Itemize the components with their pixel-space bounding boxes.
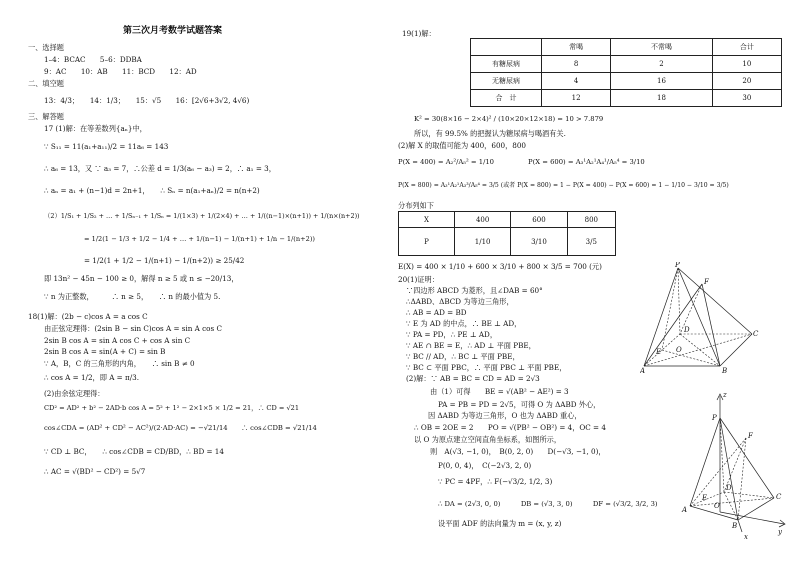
coordinate-figure xyxy=(680,388,788,540)
table-row xyxy=(399,228,616,256)
q20-line: ∵ E 为 AD 的中点，∴ BE ⊥ AD， xyxy=(406,319,522,328)
section-fill-heading: 二、填空题 xyxy=(28,79,64,88)
q18-line: ∴ cos A = 1/2，即 A = π/3. xyxy=(44,373,139,382)
q20-line: 则 A(√3, −1, 0)， B(0, 2, 0) D(−√3, −1, 0)， xyxy=(430,447,606,456)
table-cell: 30 xyxy=(712,90,781,107)
table-cell: 无糖尿病 xyxy=(471,73,542,90)
q19-line: 所以，有 99.5% 的把握认为糖尿病与喝酒有关. xyxy=(414,129,566,138)
table-cell: 12 xyxy=(542,90,611,107)
q20-line: (2)解：∵ AB = BC = CD = AD = 2√3 xyxy=(406,374,540,383)
q19-line: P(X = 800) = A₃¹A₂¹A₃³/A₅⁴ = 3/5 (或者 P(X = 800) = 1 − P(X = 400) − P(X = 600) = 1 − 1/10 − 3/10 = 3/5) xyxy=(398,182,729,189)
q19-line: 分布列如下 xyxy=(398,201,434,210)
vertex-label: P xyxy=(675,262,680,269)
vertex-label: D xyxy=(684,326,690,334)
table-cell: 常喝 xyxy=(542,39,611,56)
table-cell: 合 计 xyxy=(471,90,542,107)
q19-line: P(X = 400) = A₂²/A₅² = 1/10 P(X = 600) = A₃¹A₂¹A₄¹/A₅⁴ = 3/10 xyxy=(398,158,645,166)
distribution-table xyxy=(398,211,616,256)
section-solution-heading: 三、解答题 xyxy=(28,112,64,121)
vertex-label: A xyxy=(640,367,646,374)
q18-line: 18(1)解：(2b − c)cos A = a cos C xyxy=(28,312,148,321)
table-cell: 600 xyxy=(511,212,567,228)
section-choice-heading: 一、选择题 xyxy=(28,43,64,52)
table-cell: 不常喝 xyxy=(611,39,713,56)
axis-label: y xyxy=(778,528,782,536)
axis-label: x xyxy=(744,533,748,540)
table-header-row xyxy=(471,39,782,56)
q19-line: K² = 30(8×16 − 2×4)² / (10×20×12×18) = 10 > 7.879 xyxy=(414,115,604,123)
vertex-label: O xyxy=(676,346,682,354)
table-cell: 10 xyxy=(712,56,781,73)
table-cell: 1/10 xyxy=(455,228,511,256)
q18-line: CD² = AD² + b² − 2AD·b cos A = 5² + 1² − 2×1×5 × 1/2 = 21，∴ CD = √21 xyxy=(44,404,300,412)
q18-line: 2sin B cos A = sin A cos C + cos A sin C xyxy=(44,336,191,345)
choice-answers-2: 9：AC 10：AB 11：BCD 12：AD xyxy=(44,67,197,76)
table-cell: 3/10 xyxy=(511,228,567,256)
vertex-label: B xyxy=(722,367,728,374)
q20-line: ∵ BC ⊂ 平面 PBC，∴ 平面 PBC ⊥ 平面 PBE， xyxy=(406,363,567,372)
q18-line: ∵ CD ⊥ BC， ∴ cos∠CDB = CD/BD，∴ BD = 14 xyxy=(44,447,224,456)
vertex-label: C xyxy=(753,330,759,338)
q19-line: 19(1)解： xyxy=(402,29,436,38)
q20-line: 因 ΔABD 为等边三角形，O 也为 ΔABD 重心， xyxy=(428,411,582,420)
q17-line: 即 13n² − 45n − 100 ≥ 0，解得 n ≥ 5 或 n ≤ −20/13， xyxy=(44,274,239,283)
table-row xyxy=(471,90,782,107)
q19-line: (2)解 X 的取值可能为 400，600，800 xyxy=(398,141,526,150)
table-cell: 2 xyxy=(611,56,713,73)
q20-line: ∵ PC = 4PF，∴ F(−√3/2, 1/2, 3) xyxy=(438,477,553,486)
q17-line: ∴ a₆ = 13，又 ∵ a₃ = 7，∴公差 d = 1/3(a₆ − a₃) = 2，∴ a₁ = 3， xyxy=(44,164,276,173)
q19-line: E(X) = 400 × 1/10 + 600 × 3/10 + 800 × 3/5 = 700 (元) xyxy=(398,262,602,271)
vertex-label: D xyxy=(726,484,732,492)
q18-line: 由正弦定理得：(2sin B − sin C)cos A = sin A cos C xyxy=(44,324,222,333)
table-row xyxy=(471,73,782,90)
table-cell xyxy=(471,39,542,56)
q20-line: ∴ DA = (2√3, 0, 0) DB = (√3, 3, 0) DF = (√3/2, 3/2, 3) xyxy=(438,500,658,508)
table-cell: 18 xyxy=(611,90,713,107)
axis-label: z xyxy=(723,391,727,399)
vertex-label: A xyxy=(682,506,688,514)
vertex-label: C xyxy=(776,493,782,501)
q20-line: PA = PB = PD = 2√5，可得 O 为 ΔABD 外心， xyxy=(438,400,601,409)
q18-line: 2sin B cos A = sin(A + C) = sin B xyxy=(44,347,166,356)
q17-line: ∴ aₙ = a₁ + (n−1)d = 2n+1， ∴ Sₙ = n(a₁+aₙ)/2 = n(n+2) xyxy=(44,186,260,195)
table-cell: X xyxy=(399,212,455,228)
choice-answers-1: 1–4：BCAC 5–6：DDBA xyxy=(44,55,142,64)
pyramid-figure xyxy=(640,262,760,374)
table-header-row xyxy=(399,212,616,228)
q20-line: ∴ΔABD、ΔBCD 为等边三角形， xyxy=(406,297,514,306)
q18-line: cos∠CDA = (AD² + CD² − AC²)/(2·AD·AC) = −√21/14 ∴ cos∠CDB = √21/14 xyxy=(44,424,317,432)
vertex-label: F xyxy=(748,432,753,440)
q20-line: P(0, 0, 4)， C(−2√3, 2, 0) xyxy=(438,461,532,470)
q20-line: ∵ PA = PD，∴ PE ⊥ AD， xyxy=(406,330,498,339)
q20-line: 20(1)证明： xyxy=(398,275,439,284)
page-title: 第三次月考数学试题答案 xyxy=(123,26,223,36)
vertex-label: B xyxy=(732,522,738,530)
q18-line: ∵ A，B，C 的三角形的内角， ∴ sin B ≠ 0 xyxy=(44,359,195,368)
q20-line: 以 O 为原点建立空间直角坐标系，如图所示， xyxy=(414,435,562,444)
q20-line: ∵ BC // AD，∴ BC ⊥ 平面 PBE， xyxy=(406,352,520,361)
table-cell: 4 xyxy=(542,73,611,90)
table-cell: 16 xyxy=(611,73,713,90)
table-cell: 8 xyxy=(542,56,611,73)
vertex-label: E xyxy=(656,348,662,356)
vertex-label: E xyxy=(702,494,708,502)
q20-line: ∵四边形 ABCD 为菱形，且∠DAB = 60° xyxy=(406,286,543,295)
q17-line: ∵ S₁₁ = 11(a₁+a₁₁)/2 = 11a₆ = 143 xyxy=(44,142,169,151)
table-cell: 合计 xyxy=(712,39,781,56)
q18-line: (2)由余弦定理得： xyxy=(44,389,105,398)
q17-line: ∵ n 为正整数， ∴ n ≥ 5， ∴ n 的最小值为 5. xyxy=(44,292,221,301)
vertex-label: F xyxy=(704,278,709,286)
q20-line: 由（1）可得 BE = √(AB² − AE²) = 3 xyxy=(430,387,569,396)
q20-line: 设平面 ADF 的法向量为 m = (x, y, z) xyxy=(438,519,562,528)
q17-line: = 1/2(1 − 1/3 + 1/2 − 1/4 + … + 1/(n−1) − 1/(n+1) + 1/n − 1/(n+2)) xyxy=(84,235,315,243)
q17-line: 17 (1)解：在等差数列{aₙ}中， xyxy=(44,124,147,133)
table-cell: 3/5 xyxy=(567,228,615,256)
vertex-label: P xyxy=(712,414,717,422)
q17-line: = 1/2(1 + 1/2 − 1/(n+1) − 1/(n+2)) ≥ 25/42 xyxy=(84,256,245,265)
table-cell: P xyxy=(399,228,455,256)
table-cell: 400 xyxy=(455,212,511,228)
table-row xyxy=(471,56,782,73)
vertex-label: O xyxy=(714,502,720,510)
q17-line: （2）1/S₁ + 1/S₂ + … + 1/Sₙ₋₁ + 1/Sₙ = 1/(1×3) + 1/(2×4) + … + 1/((n−1)×(n+1)) + 1/(n×(n+2)) xyxy=(44,212,360,220)
table-cell: 800 xyxy=(567,212,615,228)
table-cell: 20 xyxy=(712,73,781,90)
table-cell: 有糖尿病 xyxy=(471,56,542,73)
q20-line: ∴ AB = AD = BD xyxy=(406,308,467,317)
fill-answers: 13：4/3； 14：1/3； 15：√5 16：[2√6+3√2, 4√6) xyxy=(44,96,250,105)
contingency-table xyxy=(470,38,782,107)
q18-line: ∴ AC = √(BD² − CD²) = 5√7 xyxy=(44,467,146,476)
q20-line: ∵ AE ∩ BE = E，∴ AD ⊥ 平面 PBE， xyxy=(406,341,536,350)
q20-line: ∴ OB = 2OE = 2 PO = √(PB² − OB²) = 4，OC = 4 xyxy=(414,423,606,432)
